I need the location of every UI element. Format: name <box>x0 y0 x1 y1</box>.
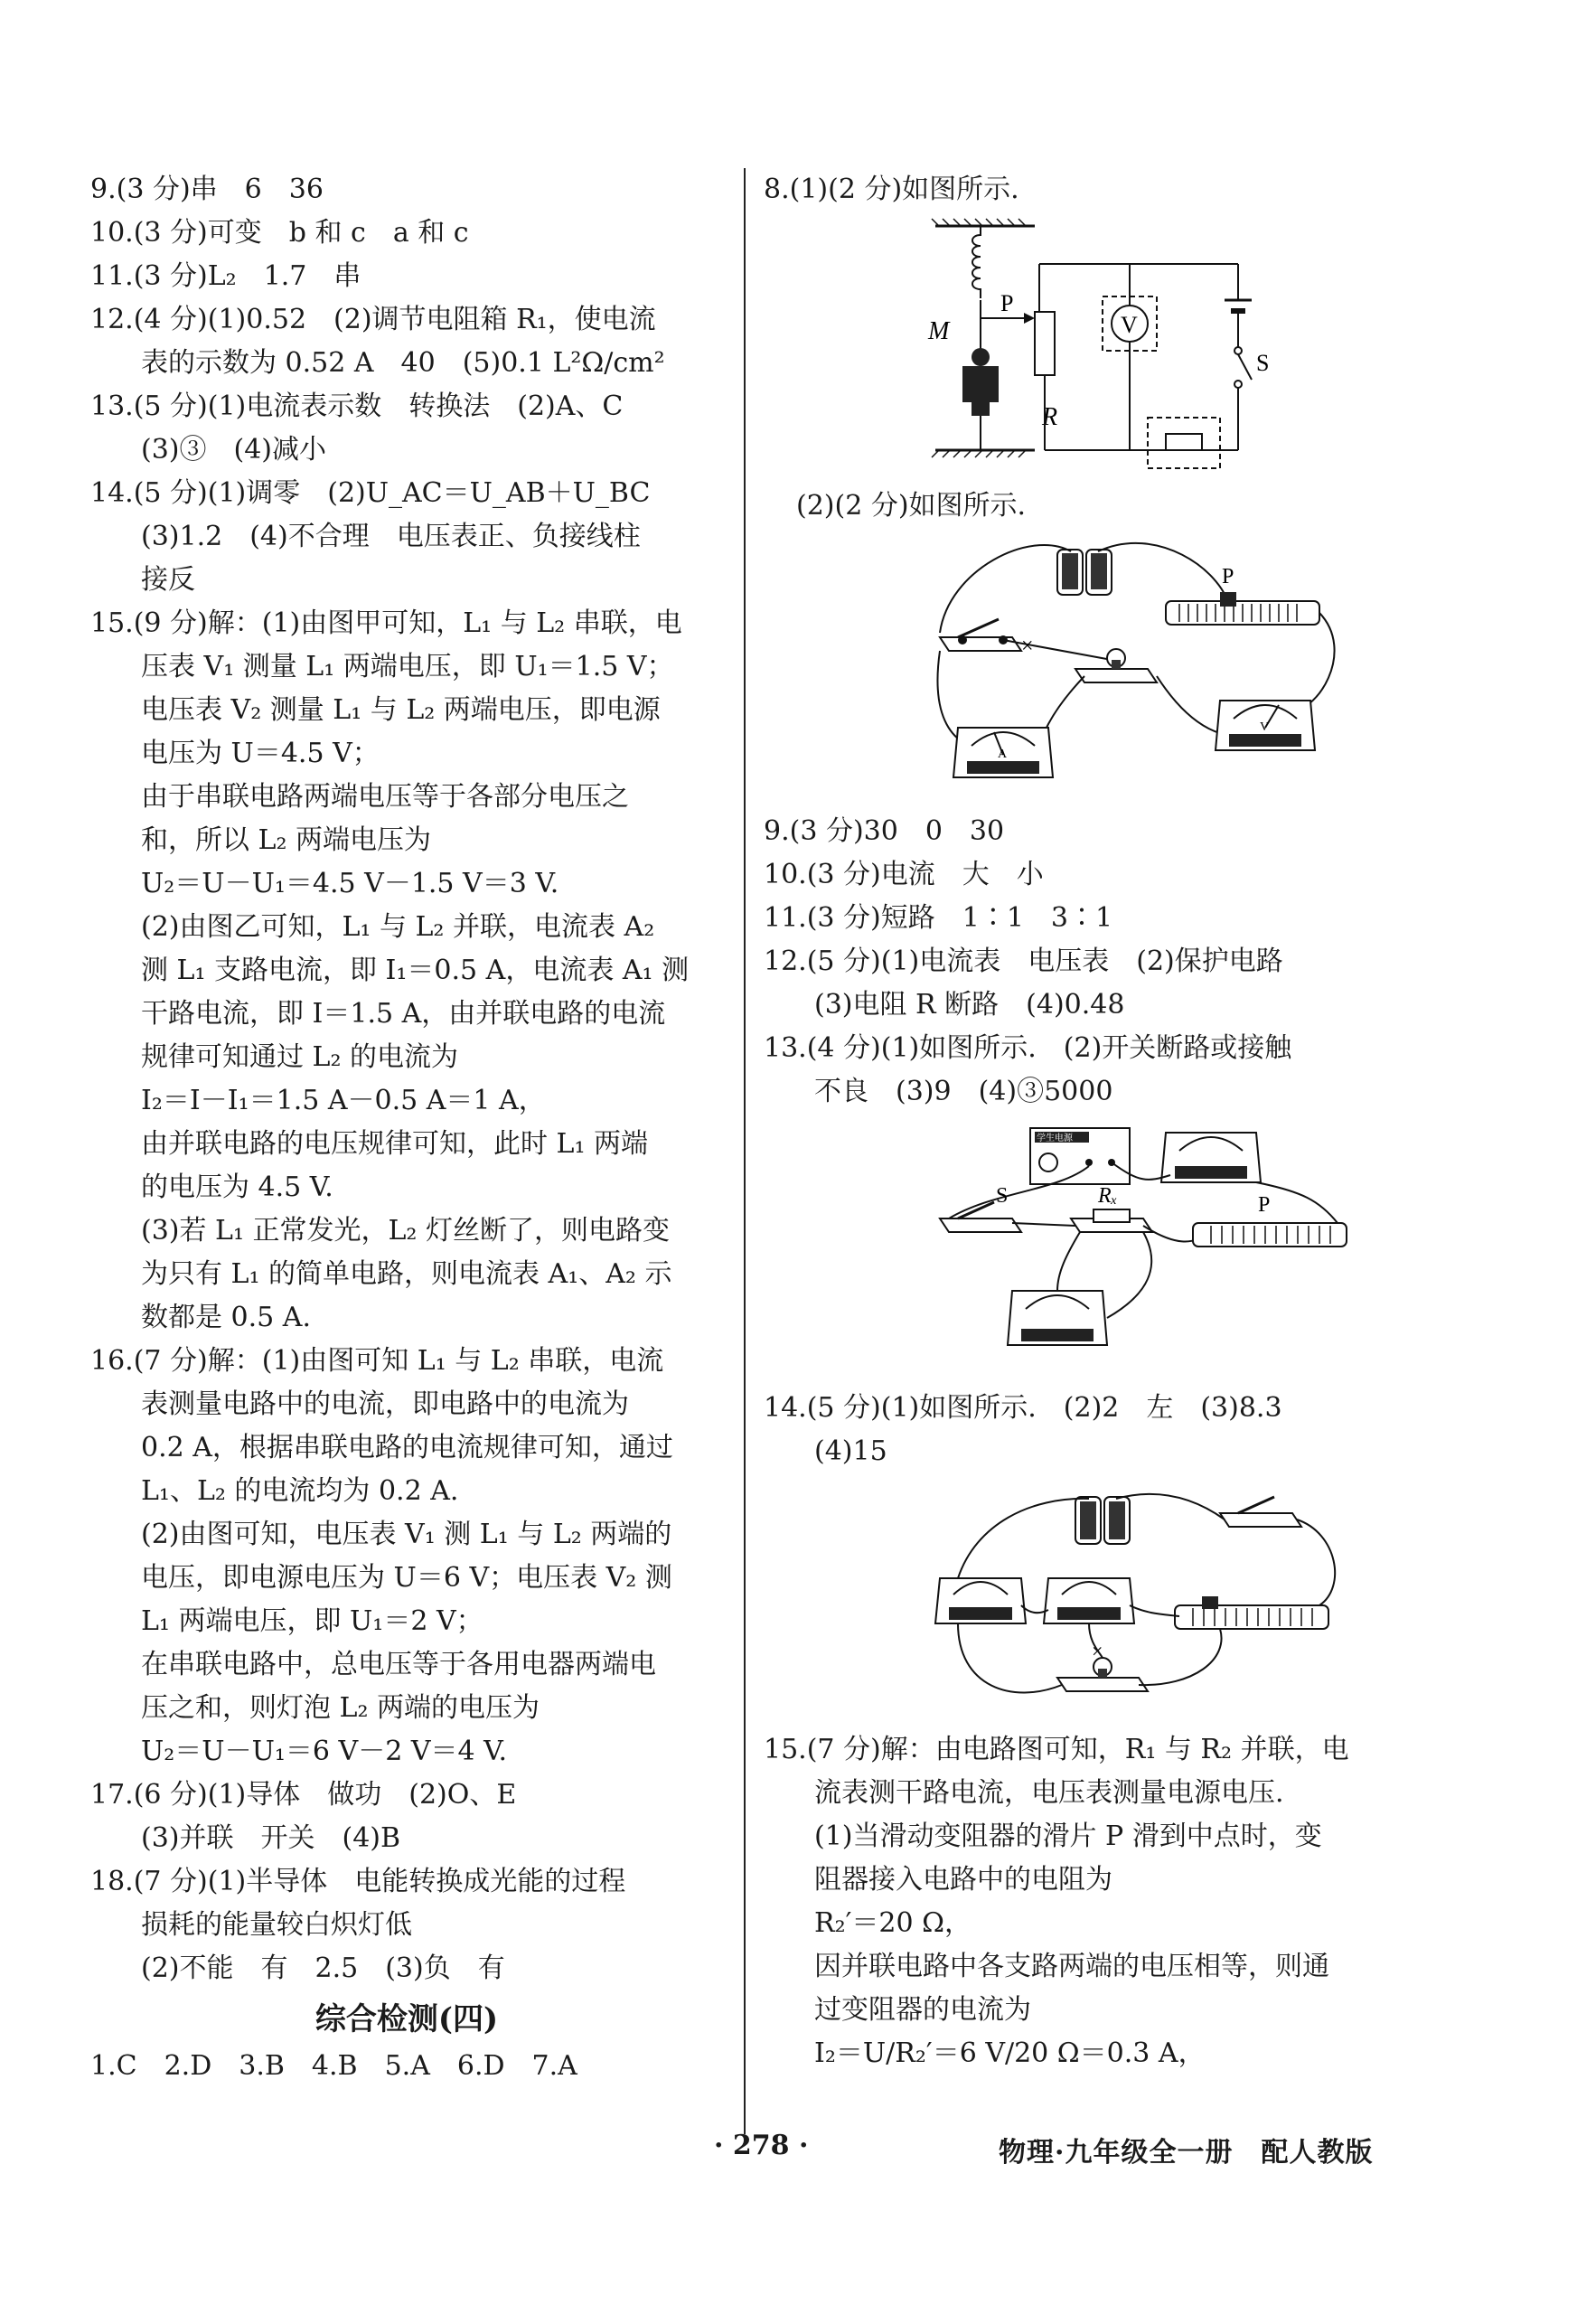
answer-line: 由并联电路的电压规律可知，此时 L₁ 两端 <box>141 1128 649 1160</box>
answer-line: 流表测干路电流，电压表测量电源电压. <box>814 1777 1284 1809</box>
answer-line: 由于串联电路两端电压等于各部分电压之 <box>141 781 629 813</box>
answer-line: 和，所以 L₂ 两端电压为 <box>141 824 432 856</box>
answer-line: (3)并联 开关 (4)B <box>141 1822 401 1854</box>
label-s: S <box>1256 350 1270 376</box>
power-supply-label: 学生电源 <box>1037 1134 1073 1143</box>
answer-line: 9.(3 分)30 0 30 <box>764 815 1005 847</box>
answer-line: 的电压为 4.5 V. <box>141 1171 333 1203</box>
answer-line: 18.(7 分)(1)半导体 电能转换成光能的过程 <box>90 1866 626 1897</box>
answer-line: (2)(2 分)如图所示. <box>796 490 1027 522</box>
answer-line: 在串联电路中，总电压等于各用电器两端电 <box>141 1649 656 1680</box>
page-number: · 278 · <box>714 2130 809 2161</box>
left-column <box>90 168 723 2088</box>
answer-line: 11.(3 分)短路 1∶1 3∶1 <box>764 902 1113 934</box>
figure-circuit-photo-2 <box>764 1119 1414 1381</box>
answer-line: I₂＝U/R₂′＝6 V/20 Ω＝0.3 A， <box>814 2037 1206 2069</box>
answer-line: 9.(3 分)串 6 36 <box>90 174 324 205</box>
answer-line: 压表 V₁ 测量 L₁ 两端电压，即 U₁＝1.5 V； <box>141 651 674 682</box>
answer-line: L₁ 两端电压，即 U₁＝2 V； <box>141 1605 483 1637</box>
answer-line: 电压，即电源电压为 U＝6 V；电压表 V₂ 测 <box>141 1562 672 1594</box>
answer-line: 规律可知通过 L₂ 的电流为 <box>141 1041 459 1073</box>
label-r: R <box>1042 403 1058 431</box>
answer-line: 因并联电路中各支路两端的电压相等，则通 <box>814 1951 1329 1982</box>
answer-line: 数都是 0.5 A. <box>141 1302 311 1333</box>
answer-line: 17.(6 分)(1)导体 做功 (2)O、E <box>90 1779 517 1811</box>
answer-line: (1)当滑动变阻器的滑片 P 滑到中点时，变 <box>814 1821 1322 1852</box>
answer-line: 接反 <box>141 564 195 596</box>
answer-line: 14.(5 分)(1)调零 (2)U_AC＝U_AB＋U_BC <box>90 477 651 509</box>
figure-circuit-photo-1 <box>764 533 1414 804</box>
answer-line: R₂′＝20 Ω， <box>814 1907 972 1939</box>
answer-line: 13.(4 分)(1)如图所示. (2)开关断路或接触 <box>764 1032 1292 1064</box>
answer-line: 15.(7 分)解：由电路图可知，R₁ 与 R₂ 并联，电 <box>764 1734 1349 1765</box>
choice-answers: 1.C 2.D 3.B 4.B 5.A 6.D 7.A <box>90 2050 577 2082</box>
answer-line: 14.(5 分)(1)如图所示. (2)2 左 (3)8.3 <box>764 1392 1282 1424</box>
figure-circuit-photo-3 <box>764 1479 1414 1723</box>
answer-line: (2)由图乙可知，L₁ 与 L₂ 并联，电流表 A₂ <box>141 911 655 943</box>
answer-line: (2)不能 有 2.5 (3)负 有 <box>141 1952 505 1984</box>
figure-circuit-diagram <box>764 217 1414 479</box>
answer-line: 16.(7 分)解：(1)由图可知 L₁ 与 L₂ 串联，电流 <box>90 1345 664 1377</box>
label-v: V <box>1121 312 1138 338</box>
answer-line: (3)电阻 R 断路 (4)0.48 <box>814 989 1125 1021</box>
answer-line: 13.(5 分)(1)电流表示数 转换法 (2)A、C <box>90 390 624 422</box>
label-m: M <box>928 317 950 345</box>
answer-line: (3)若 L₁ 正常发光，L₂ 灯丝断了，则电路变 <box>141 1215 670 1247</box>
answer-line: U₂＝U－U₁＝4.5 V－1.5 V＝3 V. <box>141 868 559 899</box>
answer-line: U₂＝U－U₁＝6 V－2 V＝4 V. <box>141 1736 508 1767</box>
answer-line: 12.(4 分)(1)0.52 (2)调节电阻箱 R₁，使电流 <box>90 304 656 335</box>
answer-line: 12.(5 分)(1)电流表 电压表 (2)保护电路 <box>764 946 1283 977</box>
voltmeter-v-label: V <box>1260 720 1270 734</box>
answer-line: 10.(3 分)电流 大 小 <box>764 859 1044 890</box>
book-title: 物理·九年级全一册 配人教版 <box>999 2137 1374 2169</box>
right-column <box>764 168 1414 2075</box>
answer-line: (3)1.2 (4)不合理 电压表正、负接线柱 <box>141 521 641 552</box>
answer-line: 电压表 V₂ 测量 L₁ 与 L₂ 两端电压，即电源 <box>141 694 661 726</box>
answer-line: 11.(3 分)L₂ 1.7 串 <box>90 260 361 292</box>
label-p: P <box>1222 565 1234 588</box>
answer-line: 压之和，则灯泡 L₂ 两端的电压为 <box>141 1692 540 1724</box>
answer-line: L₁、L₂ 的电流均为 0.2 A. <box>141 1475 459 1507</box>
answer-line: 8.(1)(2 分)如图所示. <box>764 174 1019 205</box>
answer-line: 电压为 U＝4.5 V； <box>141 738 380 769</box>
label-s: S <box>996 1184 1009 1208</box>
answer-line: 损耗的能量较白炽灯低 <box>141 1909 412 1941</box>
answer-line: 测 L₁ 支路电流，即 I₁＝0.5 A，电流表 A₁ 测 <box>141 955 690 986</box>
answer-line: 15.(9 分)解：(1)由图甲可知，L₁ 与 L₂ 串联，电 <box>90 607 682 639</box>
answer-line: 过变阻器的电流为 <box>814 1994 1031 2026</box>
answer-line: (3)③ (4)减小 <box>141 434 326 466</box>
cross-mark-icon: × <box>1092 1640 1103 1662</box>
answer-line: (2)由图可知，电压表 V₁ 测 L₁ 与 L₂ 两端的 <box>141 1519 672 1550</box>
cross-mark-icon: × <box>1021 635 1034 658</box>
answer-line: 不良 (3)9 (4)③5000 <box>814 1076 1113 1107</box>
ammeter-a-label: A <box>998 748 1008 761</box>
section-title: 综合检测(四) <box>314 2001 499 2037</box>
answer-line: 为只有 L₁ 的简单电路，则电流表 A₁、A₂ 示 <box>141 1258 672 1290</box>
answer-line: (4)15 <box>814 1435 887 1467</box>
answer-line: 阻器接入电路中的电阻为 <box>814 1864 1112 1896</box>
label-p: P <box>1000 290 1014 316</box>
answer-line: 干路电流，即 I＝1.5 A，由并联电路的电流 <box>141 998 666 1030</box>
answer-line: 表的示数为 0.52 A 40 (5)0.1 L²Ω/cm² <box>141 347 665 379</box>
answer-line: 表测量电路中的电流，即电路中的电流为 <box>141 1388 629 1420</box>
answer-line: 10.(3 分)可变 b 和 c a 和 c <box>90 217 469 249</box>
label-rx: Rₓ <box>1098 1184 1118 1208</box>
label-p: P <box>1258 1193 1271 1217</box>
column-divider <box>744 168 746 2134</box>
answer-line: I₂＝I－I₁＝1.5 A－0.5 A＝1 A， <box>141 1085 546 1116</box>
answer-line: 0.2 A，根据串联电路的电流规律可知，通过 <box>141 1432 673 1463</box>
